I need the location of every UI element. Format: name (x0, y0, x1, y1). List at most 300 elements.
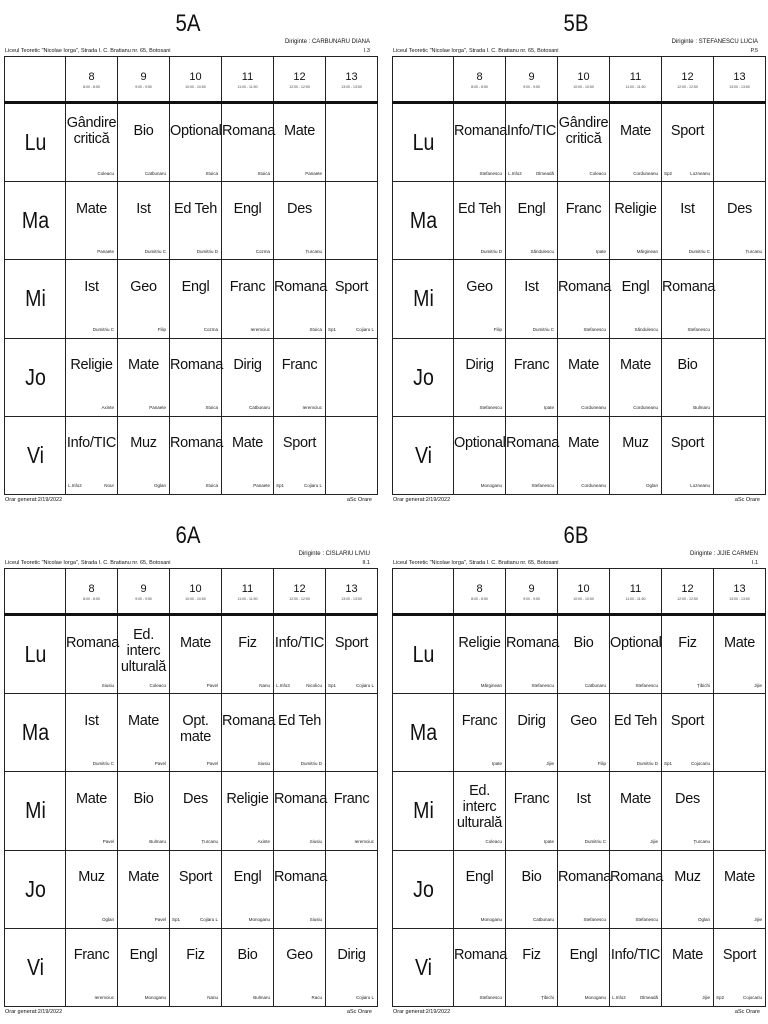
teacher-name: Filip (597, 760, 606, 766)
lesson-cell (506, 416, 558, 494)
schedule-grid (392, 568, 766, 1007)
subject-name: Mate (127, 357, 160, 374)
lesson-cell (662, 694, 714, 772)
subject-name: Mate (619, 790, 652, 807)
hour-number: 8 (476, 582, 483, 595)
school-name: Liceul Teoretic "Nicolae Iorga", Strada I. C. Bratianu nr. 65, Botosani (393, 560, 559, 566)
subject-name: Mate (75, 200, 108, 217)
subject-name: Franc (565, 200, 602, 217)
lesson-room: L.Info2 (508, 170, 522, 176)
lesson-room: Sp2 (716, 995, 725, 1001)
hour-header (326, 569, 378, 615)
lesson-cell (454, 615, 506, 694)
lesson-cell (506, 103, 558, 182)
teacher-name: Stoica (205, 405, 218, 411)
hour-range: 10:00 - 10:50 (573, 596, 594, 601)
day-label: Ma (397, 182, 449, 260)
day-label: Vi (9, 416, 61, 494)
lesson-cell (118, 772, 170, 850)
teacher-name: Ipate (595, 248, 606, 254)
subject-name: Info/TIC (610, 947, 661, 964)
teacher-name: Oglan (153, 483, 166, 489)
teacher-name: Cojiaru L (355, 326, 374, 332)
teacher-name: Panaete (97, 248, 114, 254)
lesson-cell (170, 103, 222, 182)
lesson-cell (558, 694, 610, 772)
lesson-room: Sp1 (328, 326, 337, 332)
lesson-room: Sp1 (172, 917, 181, 923)
teacher-name: Stoica (309, 326, 322, 332)
teacher-name: Dumitriu D (636, 760, 658, 766)
timetable-5a (0, 8, 376, 512)
subject-name: Fiz (238, 634, 257, 651)
teacher-name: Stefanescu (531, 483, 554, 489)
generated-date: Orar generat:2/19/2022 (393, 497, 451, 503)
teacher-name: Ieremciuc (302, 405, 322, 411)
lesson-cell (454, 772, 506, 850)
lesson-cell (558, 416, 610, 494)
lesson-cell (610, 182, 662, 260)
hour-header (454, 57, 506, 103)
lesson-room: Sp1 (664, 760, 673, 766)
teacher-name: Dumitriu C (532, 326, 554, 332)
subject-name: Gândire critică (558, 114, 609, 147)
teacher-name: Coleacu (97, 170, 114, 176)
subject-name: Engl (517, 200, 546, 217)
day-label: Vi (9, 928, 61, 1006)
lesson-cell (610, 928, 662, 1006)
subject-name: Engl (233, 869, 262, 886)
lesson-cell (506, 850, 558, 928)
hour-header (506, 569, 558, 615)
lesson-cell (714, 772, 766, 850)
hour-number: 13 (733, 582, 746, 595)
lesson-cell (326, 182, 378, 260)
lesson-cell (66, 338, 118, 416)
teacher-name: Dumitriu C (92, 760, 114, 766)
lesson-cell (170, 260, 222, 338)
subject-name: Romana (222, 122, 276, 139)
subject-name: Ed Teh (173, 200, 218, 217)
lesson-cell (222, 772, 274, 850)
subject-name: Geo (130, 278, 157, 295)
subject-name: Romana (274, 869, 328, 886)
hour-header (662, 569, 714, 615)
teacher-name: Catbunaru (532, 917, 554, 923)
hour-header (118, 569, 170, 615)
subject-name: Geo (570, 712, 597, 729)
teacher-name: Lozneanu (690, 170, 710, 176)
lesson-cell (610, 103, 662, 182)
lesson-cell (326, 928, 378, 1006)
lesson-cell (222, 928, 274, 1006)
subject-name: Romana (454, 947, 508, 964)
lesson-cell (66, 182, 118, 260)
hour-header (170, 569, 222, 615)
lesson-cell (326, 615, 378, 694)
hour-number: 10 (189, 582, 202, 595)
day-row (5, 416, 378, 494)
lesson-cell (274, 260, 326, 338)
teacher-name: Catbunaru (144, 170, 166, 176)
corner-cell (397, 57, 449, 103)
subject-name: Franc (513, 357, 550, 374)
hour-number: 11 (629, 582, 642, 595)
lesson-cell (222, 694, 274, 772)
lesson-cell (610, 850, 662, 928)
teacher-name: Corduneanu (633, 170, 658, 176)
lesson-cell (222, 850, 274, 928)
hour-header (66, 57, 118, 103)
day-row (5, 772, 378, 850)
teacher-name: Pavel (154, 917, 166, 923)
school-name: Liceul Teoretic "Nicolae Iorga", Strada I. C. Bratianu nr. 65, Botosani (5, 48, 171, 54)
lesson-cell (662, 772, 714, 850)
teacher-name: Stefanescu (479, 405, 502, 411)
teacher-name: Corduneanu (581, 405, 606, 411)
subject-name: Engl (465, 869, 494, 886)
day-label: Lu (397, 615, 449, 694)
teacher-name: Stefanescu (531, 682, 554, 688)
lesson-cell (118, 182, 170, 260)
teacher-name: Jijie (754, 682, 762, 688)
hour-number: 12 (293, 582, 306, 595)
day-label: Ma (9, 694, 61, 772)
class-title: 6B (563, 522, 589, 549)
teacher-name: Corduneanu (581, 483, 606, 489)
day-label: Lu (9, 103, 61, 182)
hour-range: 10:00 - 10:50 (573, 84, 594, 89)
lesson-cell (506, 182, 558, 260)
teacher-name: Dumitriu C (584, 838, 606, 844)
subject-name: Ist (680, 200, 695, 217)
day-row (5, 182, 378, 260)
hour-range: 9:00 - 9:50 (523, 84, 540, 89)
class-title: 5A (175, 10, 201, 37)
lesson-cell (66, 928, 118, 1006)
software-credit: aSc Orare (734, 1009, 760, 1015)
teacher-name: Țurcanu (201, 838, 218, 844)
lesson-cell (274, 182, 326, 260)
software-credit: aSc Orare (346, 1009, 372, 1015)
hour-range: 12:00 - 12:50 (677, 84, 698, 89)
teacher-name: Jijie (702, 995, 710, 1001)
lesson-cell (118, 615, 170, 694)
lesson-cell (326, 416, 378, 494)
teacher-name: Pavel (206, 682, 218, 688)
day-row (5, 615, 378, 694)
teacher-name: Olmeadă (639, 995, 658, 1001)
subject-name: Dirig (465, 357, 494, 374)
class-teacher: Diriginte : JIJIE CARMEN (689, 551, 758, 557)
software-credit: aSc Orare (734, 497, 760, 503)
teacher-name: Axinte (257, 838, 270, 844)
lesson-cell (506, 615, 558, 694)
subject-name: Gândire critică (66, 114, 117, 147)
subject-name: Ist (84, 278, 99, 295)
subject-name: Dirig (337, 947, 366, 964)
subject-name: Romana (170, 435, 224, 452)
hour-range: 12:00 - 12:50 (289, 84, 310, 89)
lesson-cell (558, 260, 610, 338)
subject-name: Romana (662, 278, 716, 295)
day-label: Vi (397, 928, 449, 1006)
hour-range: 9:00 - 9:50 (135, 84, 152, 89)
subject-name: Romana (610, 869, 664, 886)
teacher-name: Țurcanu (745, 248, 762, 254)
teacher-name: Siusiu (309, 838, 322, 844)
teacher-name: Cojocariu (690, 760, 710, 766)
subject-name: Mate (231, 435, 264, 452)
lesson-cell (558, 615, 610, 694)
lesson-cell (610, 694, 662, 772)
day-label: Lu (9, 615, 61, 694)
lesson-cell (714, 416, 766, 494)
subject-name: Ist (576, 790, 591, 807)
hour-number: 9 (140, 70, 147, 83)
day-row (5, 694, 378, 772)
hour-header (506, 57, 558, 103)
subject-name: Romana (558, 278, 612, 295)
day-row (393, 928, 766, 1006)
day-label: Ma (397, 694, 449, 772)
teacher-name: Catbunaru (584, 682, 606, 688)
lesson-cell (170, 182, 222, 260)
subject-name: Mate (723, 634, 756, 651)
subject-name: Opt. mate (179, 712, 212, 745)
hour-header (66, 569, 118, 615)
hour-number: 12 (681, 70, 694, 83)
teacher-name: Bulmaru (253, 995, 270, 1001)
lesson-room: Sp2 (664, 170, 673, 176)
lesson-cell (714, 182, 766, 260)
software-credit: aSc Orare (346, 497, 372, 503)
subject-name: Mate (723, 869, 756, 886)
day-row (5, 928, 378, 1006)
teacher-name: Lozneanu (690, 483, 710, 489)
teacher-name: Oglan (645, 483, 658, 489)
hour-header (558, 57, 610, 103)
teacher-name: Siusiu (309, 917, 322, 923)
teacher-name: Ipate (543, 405, 554, 411)
lesson-cell (118, 103, 170, 182)
subject-name: Fiz (186, 947, 205, 964)
lesson-cell (118, 850, 170, 928)
subject-name: Mate (75, 790, 108, 807)
hour-range: 11:00 - 11:50 (625, 84, 646, 89)
teacher-name: Coleacu (149, 682, 166, 688)
subject-name: Bio (237, 947, 258, 964)
lesson-cell (714, 694, 766, 772)
subject-name: Romana (506, 435, 560, 452)
hour-header (222, 569, 274, 615)
hour-range: 13:00 - 13:50 (729, 596, 750, 601)
lesson-cell (454, 338, 506, 416)
lesson-cell (714, 338, 766, 416)
lesson-cell (454, 416, 506, 494)
teacher-name: Filip (157, 326, 166, 332)
teacher-name: Panaete (305, 170, 322, 176)
subject-name: Des (675, 790, 700, 807)
lesson-cell (170, 338, 222, 416)
teacher-name: Stefanescu (583, 326, 606, 332)
lesson-cell (662, 182, 714, 260)
lesson-cell (506, 260, 558, 338)
lesson-cell (506, 338, 558, 416)
hour-range: 13:00 - 13:50 (341, 596, 362, 601)
day-row (393, 850, 766, 928)
teacher-name: Cojiaru L (199, 917, 218, 923)
subject-name: Franc (513, 790, 550, 807)
subject-name: Dirig (233, 357, 262, 374)
hour-range: 9:00 - 9:50 (135, 596, 152, 601)
day-row (5, 103, 378, 182)
subject-name: Romana (222, 712, 276, 729)
hour-number: 11 (241, 582, 254, 595)
hour-number: 13 (733, 70, 746, 83)
hour-header (610, 57, 662, 103)
teacher-name: Jijie (754, 917, 762, 923)
subject-name: Ed. interc ulturală (120, 626, 167, 675)
teacher-name: Cozma (203, 326, 218, 332)
teacher-name: Stefanescu (583, 917, 606, 923)
teacher-name: Nanu (259, 682, 270, 688)
day-row (5, 850, 378, 928)
subject-name: Bio (521, 869, 542, 886)
lesson-cell (558, 850, 610, 928)
hour-number: 12 (681, 582, 694, 595)
day-row (393, 260, 766, 338)
subject-name: Info/TIC (274, 634, 325, 651)
hour-range: 8:00 - 8:50 (83, 84, 100, 89)
generated-date: Orar generat:2/19/2022 (5, 1009, 63, 1015)
teacher-name: Cojiaru L (355, 995, 374, 1001)
hour-range: 12:00 - 12:50 (289, 596, 310, 601)
lesson-cell (222, 338, 274, 416)
day-label: Vi (397, 416, 449, 494)
subject-name: Sport (722, 947, 757, 964)
lesson-cell (610, 615, 662, 694)
lesson-cell (610, 260, 662, 338)
lesson-cell (610, 416, 662, 494)
timetable-6a (0, 520, 376, 1024)
subject-name: Des (183, 790, 208, 807)
lesson-cell (222, 260, 274, 338)
hour-number: 8 (476, 70, 483, 83)
lesson-cell (170, 850, 222, 928)
subject-name: Romana (274, 278, 328, 295)
teacher-name: Racu (311, 995, 322, 1001)
subject-name: Ed Teh (457, 200, 502, 217)
teacher-name: Nanu (207, 995, 218, 1001)
teacher-name: Dumitriu C (688, 248, 710, 254)
lesson-cell (454, 103, 506, 182)
hour-number: 13 (345, 70, 358, 83)
lesson-cell (274, 338, 326, 416)
lesson-cell (714, 850, 766, 928)
day-label: Jo (397, 338, 449, 416)
teacher-name: Monoganu (584, 995, 606, 1001)
teacher-name: Ipate (491, 760, 502, 766)
class-teacher: Diriginte : STEFANESCU LUCIA (671, 39, 758, 45)
class-title: 6A (175, 522, 201, 549)
subject-name: Sport (282, 435, 317, 452)
subject-name: Des (727, 200, 752, 217)
class-room: P.5 (750, 48, 758, 54)
subject-name: Religie (70, 357, 113, 374)
lesson-cell (714, 103, 766, 182)
hour-number: 10 (577, 70, 590, 83)
hour-header (714, 57, 766, 103)
subject-name: Optional (610, 634, 662, 651)
teacher-name: Jijie (650, 838, 658, 844)
subject-name: Ist (136, 200, 151, 217)
lesson-room: L.Info2 (68, 483, 82, 489)
teacher-name: Axinte (101, 405, 114, 411)
class-teacher: Diriginte : CARBUNARU DIANA (284, 39, 370, 45)
lesson-cell (610, 338, 662, 416)
lesson-cell (118, 338, 170, 416)
lesson-cell (610, 772, 662, 850)
subject-name: Mate (671, 947, 704, 964)
lesson-cell (454, 182, 506, 260)
day-label: Mi (9, 260, 61, 338)
schedule-grid (4, 56, 378, 495)
lesson-cell (118, 416, 170, 494)
subject-name: Franc (73, 947, 110, 964)
lesson-cell (454, 850, 506, 928)
subject-name: Engl (181, 278, 210, 295)
teacher-name: Monoganu (480, 917, 502, 923)
lesson-cell (714, 260, 766, 338)
lesson-cell (274, 416, 326, 494)
class-room: I.3 (363, 48, 370, 54)
hour-number: 8 (88, 70, 95, 83)
teacher-name: Săndulescu (530, 248, 554, 254)
teacher-name: Cojiaru L (303, 483, 322, 489)
hour-header (558, 569, 610, 615)
day-label: Mi (9, 772, 61, 850)
subject-name: Mate (619, 357, 652, 374)
lesson-cell (118, 928, 170, 1006)
subject-name: Sport (334, 634, 369, 651)
teacher-name: Cojocariu (742, 995, 762, 1001)
subject-name: Des (287, 200, 312, 217)
lesson-cell (170, 416, 222, 494)
lesson-cell (170, 615, 222, 694)
subject-name: Engl (621, 278, 650, 295)
lesson-cell (66, 850, 118, 928)
lesson-cell (170, 694, 222, 772)
subject-name: Mate (283, 122, 316, 139)
class-room: I.1 (751, 560, 758, 566)
lesson-cell (506, 694, 558, 772)
hour-header (118, 57, 170, 103)
schedule-grid (392, 56, 766, 495)
lesson-cell (274, 694, 326, 772)
lesson-cell (454, 260, 506, 338)
subject-name: Info/TIC (66, 435, 117, 452)
teacher-name: Catbunaru (248, 405, 270, 411)
lesson-cell (66, 103, 118, 182)
teacher-name: Pavel (102, 838, 114, 844)
subject-name: Ed Teh (613, 712, 658, 729)
hour-range: 8:00 - 8:50 (83, 596, 100, 601)
day-row (393, 416, 766, 494)
teacher-name: Monoganu (480, 483, 502, 489)
teacher-name: Cojiaru L (355, 682, 374, 688)
subject-name: Franc (229, 278, 266, 295)
